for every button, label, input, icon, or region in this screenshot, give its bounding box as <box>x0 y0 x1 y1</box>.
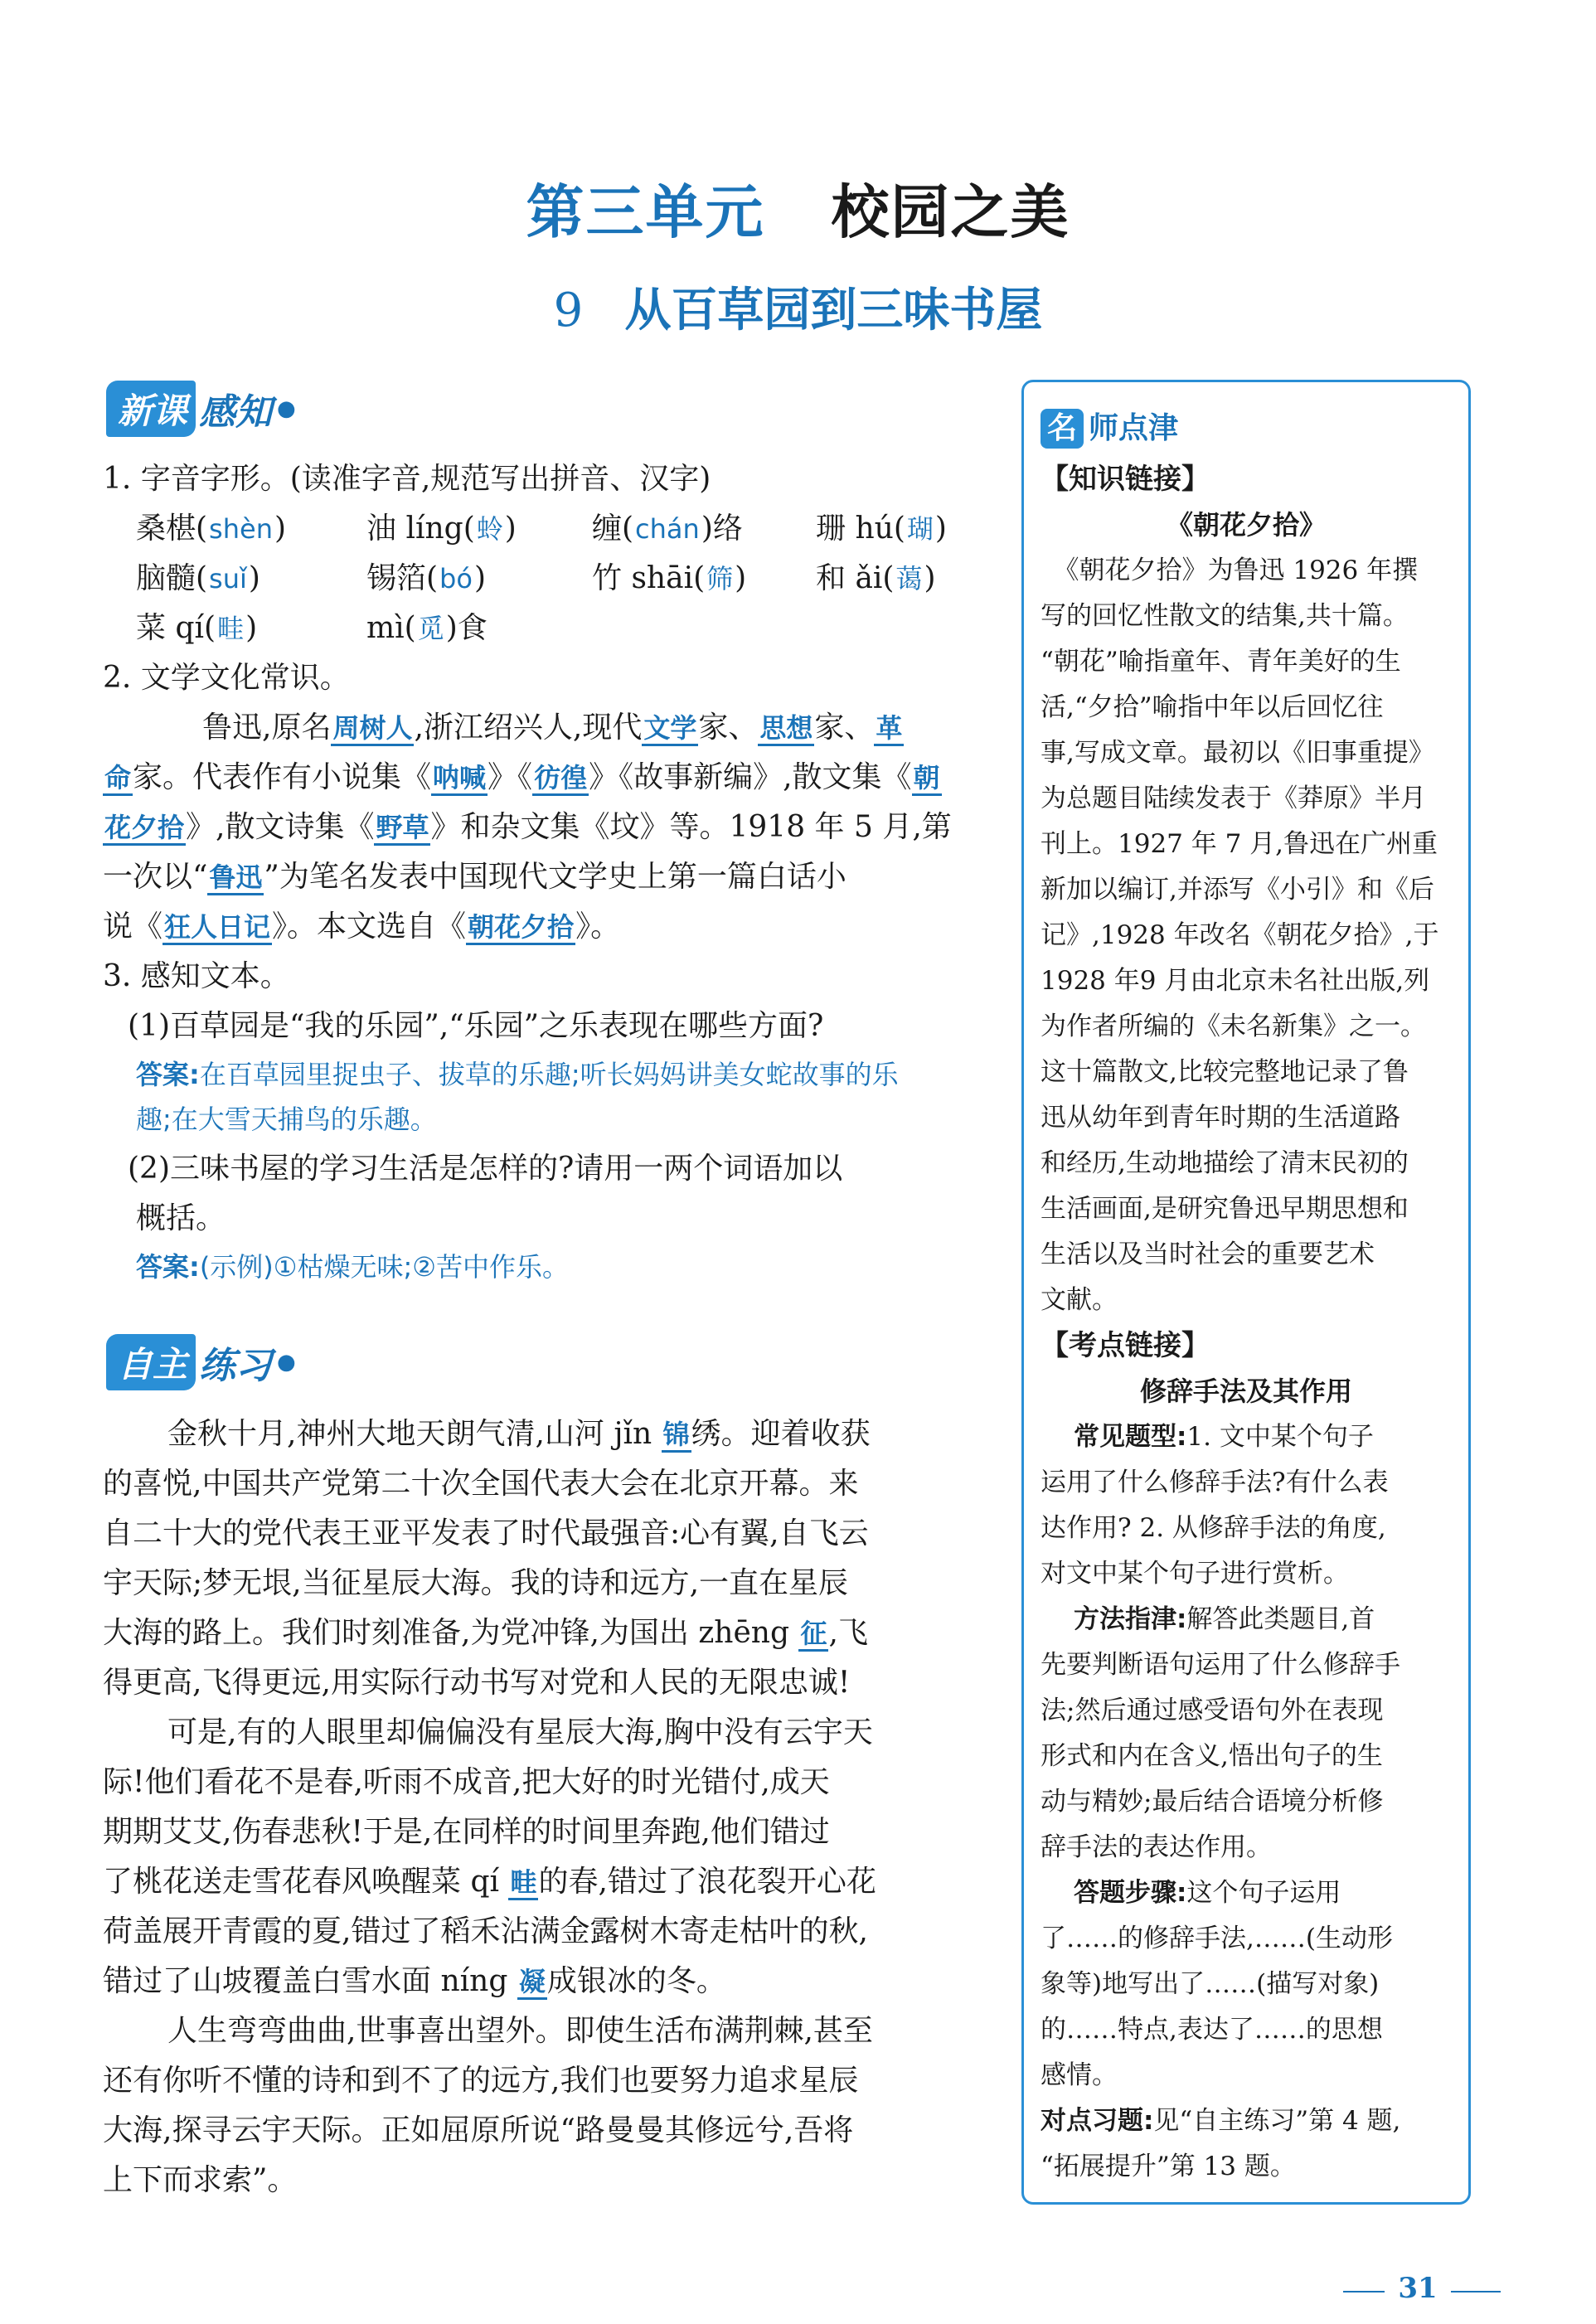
knowledge-text <box>1041 548 1452 1323</box>
knowledge-line: 迅从幼年到青年时期的生活道路 <box>1041 1103 1400 1133</box>
knowledge-line: “朝花”喻指童年、青年美好的生 <box>1041 647 1401 677</box>
sblock-line: 的……特点,表达了……的思想 <box>1041 2015 1383 2045</box>
exam-link-heading: 【考点链接】 <box>1041 1329 1210 1362</box>
unit-name: 校园之美 <box>831 177 1070 246</box>
q3-answer1-line2: 趣;在大雪天捕鸟的乐趣。 <box>136 1104 437 1135</box>
p2-line2: 际!他们看花不是春,听雨不成音,把大好的时光错付,成天 <box>103 1765 830 1799</box>
q2-line5: 说《狂人日记》。本文选自《朝花夕拾》。 <box>103 910 621 944</box>
page-number: 31 <box>1398 2272 1438 2305</box>
p1-line1: 金秋十月,神州大地天朗气清,山河 jǐn 锦绣。迎着收获 <box>167 1417 871 1451</box>
method-guide <box>1041 1597 1452 1870</box>
p1-line5: 大海的路上。我们时刻准备,为党冲锋,为国出 zhēng 征,飞 <box>103 1616 868 1650</box>
p1-line4: 宇天际;梦无垠,当征星辰大海。我的诗和远方,一直在星辰 <box>103 1566 849 1600</box>
q2-line4: 一次以“鲁迅”为笔名发表中国现代文学史上第一篇白话小 <box>103 860 847 894</box>
p1-line2: 的喜悦,中国共产党第二十次全国代表大会在北京开幕。来 <box>103 1467 859 1501</box>
practice-ref <box>1041 2098 1452 2190</box>
sblock-line: 了……的修辞手法,……(生动形 <box>1041 1924 1393 1953</box>
q3-answer1-line1: 答案:在百草园里捉虫子、拔草的乐趣;听长妈妈讲美女蛇故事的乐 <box>136 1059 899 1090</box>
book-title: 《朝花夕拾》 <box>1166 509 1326 541</box>
p2-line6: 错过了山坡覆盖白雪水面 níng 凝成银冰的冬。 <box>103 1964 726 1998</box>
q3-sub1: (1)百草园是“我的乐园”,“乐园”之乐表现在哪些方面? <box>128 1009 824 1043</box>
knowledge-line: 为作者所编的《未名新集》之一。 <box>1041 1012 1426 1041</box>
pblock-label: 对点习题: <box>1041 2106 1154 2136</box>
pinyin-item: mì(觅)食 <box>366 611 488 645</box>
section-badge-zizhu: 自主 练习 ● <box>106 1337 296 1388</box>
p3-line4: 上下而求索”。 <box>103 2163 298 2197</box>
dots-decoration: ● <box>277 396 296 421</box>
lesson-number: 9 <box>553 284 584 337</box>
p3-line1: 人生弯弯曲曲,世事喜出望外。即使生活布满荆棘,甚至 <box>167 2014 873 2048</box>
page-line-right <box>1451 2291 1501 2292</box>
cblock-line: 对文中某个句子进行赏析。 <box>1041 1559 1349 1589</box>
q3-answer2: 答案:(示例)①枯燥无味;②苦中作乐。 <box>136 1251 569 1283</box>
knowledge-line: 新加以编订,并添写《小引》和《后 <box>1041 875 1434 905</box>
topic-title: 修辞手法及其作用 <box>1139 1375 1352 1407</box>
q2-line1: 鲁迅,原名周树人,浙江绍兴人,现代文学家、思想家、革 <box>202 711 903 745</box>
sidebar-heading: 名 师点津 <box>1041 405 1452 457</box>
q2-line3: 花夕拾》,散文诗集《野草》和杂文集《坟》等。1918 年 5 月,第 <box>104 810 952 844</box>
pinyin-item: 油 líng(蛉) <box>366 512 517 546</box>
cblock-line: 达作用? 2. 从修辞手法的角度, <box>1041 1513 1386 1543</box>
knowledge-line: 《朝花夕拾》为鲁迅 1926 年撰 <box>1053 556 1419 585</box>
knowledge-line: 事,写成文章。最初以《旧事重提》 <box>1041 738 1434 768</box>
p2-line3: 期期艾艾,伤春悲秋!于是,在同样的时间里奔跑,他们错过 <box>103 1815 830 1849</box>
p2-line4: 了桃花送走雪花春风唤醒菜 qí 畦的春,错过了浪花裂开心花 <box>103 1865 876 1899</box>
p1-line6: 得更高,飞得更远,用实际行动书写对党和人民的无限忠诚! <box>103 1666 851 1700</box>
knowledge-line: 刊上。1927 年 7 月,鲁迅在广州重 <box>1041 829 1438 859</box>
pinyin-item: 锡箔(bó) <box>366 561 486 595</box>
q2-line2: 命家。代表作有小说集《呐喊》《彷徨》《故事新编》,散文集《朝 <box>104 760 940 794</box>
cblock-line: 运用了什么修辞手法?有什么表 <box>1041 1468 1389 1497</box>
knowledge-line: 为总题目陆续发表于《莽原》半月 <box>1041 784 1426 813</box>
knowledge-line: 文献。 <box>1041 1285 1118 1315</box>
knowledge-line: 1928 年9 月由北京未名社出版,列 <box>1041 966 1430 996</box>
mblock-line: 形式和内在含义,悟出句子的生 <box>1041 1741 1383 1771</box>
knowledge-line: 写的回忆性散文的结集,共十篇。 <box>1041 601 1409 631</box>
knowledge-line: 这十篇散文,比较完整地记录了鲁 <box>1041 1057 1409 1087</box>
lesson-title <box>0 274 1596 340</box>
pinyin-item: 珊 hú(瑚) <box>816 512 947 546</box>
lesson-name: 从百草园到三味书屋 <box>624 284 1043 337</box>
section-badge-xinke: 新课 感知 ● <box>106 383 296 434</box>
pinyin-item: 和 ǎi(蔼) <box>816 561 936 595</box>
sblock-line: 答题步骤:这个句子运用 <box>1074 1878 1341 1908</box>
knowledge-link-heading: 【知识链接】 <box>1041 463 1210 496</box>
p3-line2: 还有你听不懂的诗和到不了的远方,我们也要努力追求星辰 <box>103 2064 859 2098</box>
pblock-line: 对点习题:见“自主练习”第 4 题, <box>1041 2106 1401 2136</box>
q1-label: 1. 字音字形。(读准字音,规范写出拼音、汉字) <box>103 462 711 496</box>
unit-label: 第三单元 <box>526 177 765 246</box>
ming-badge: 名 <box>1041 409 1084 449</box>
q2-label: 2. 文学文化常识。 <box>103 661 350 695</box>
mblock-line: 动与精妙;最后结合语境分析修 <box>1041 1787 1384 1817</box>
p1-line3: 自二十大的党代表王亚平发表了时代最强音:心有翼,自飞云 <box>103 1516 869 1550</box>
knowledge-line: 生活以及当时社会的重要艺术 <box>1041 1240 1375 1269</box>
knowledge-line: 生活画面,是研究鲁迅早期思想和 <box>1041 1194 1409 1224</box>
teacher-tips-sidebar <box>1021 380 1471 2205</box>
common-question-types <box>1041 1414 1452 1597</box>
q3-sub2-line2: 概括。 <box>136 1201 226 1235</box>
dots-decoration: ● <box>277 1350 296 1375</box>
sblock-line: 象等)地写出了……(描写对象) <box>1041 1969 1380 1999</box>
mblock-line: 法;然后通过感受语句外在表现 <box>1041 1696 1384 1725</box>
unit-title <box>0 166 1596 250</box>
pinyin-item: 缠(chán)络 <box>592 512 743 546</box>
sblock-line: 感情。 <box>1041 2060 1118 2090</box>
section1-body <box>103 454 990 1333</box>
q3-sub2-line1: (2)三味书屋的学习生活是怎样的?请用一两个词语加以 <box>128 1152 843 1186</box>
pinyin-item: 菜 qí(畦) <box>136 611 258 645</box>
q3-label: 3. 感知文本。 <box>103 959 290 993</box>
p2-line1: 可是,有的人眼里却偏偏没有星辰大海,胸中没有云宇天 <box>167 1715 873 1749</box>
p3-line3: 大海,探寻云宇天际。正如屈原所说“路曼曼其修远兮,吾将 <box>103 2113 854 2147</box>
knowledge-line: 和经历,生动地描绘了清末民初的 <box>1041 1148 1409 1178</box>
p2-line5: 荷盖展开青霞的夏,错过了稻禾沾满金露树木寄走枯叶的秋, <box>103 1914 868 1948</box>
answer-steps <box>1041 1870 1452 2098</box>
pinyin-item: 竹 shāi(筛) <box>592 561 747 595</box>
knowledge-line: 活,“夕拾”喻指中年以后回忆往 <box>1041 692 1384 722</box>
passage <box>103 1409 990 2239</box>
pblock-line: “拓展提升”第 13 题。 <box>1041 2152 1296 2181</box>
cblock-line: 常见题型:1. 文中某个句子 <box>1074 1422 1374 1452</box>
mblock-line: 先要判断语句运用了什么修辞手 <box>1041 1650 1400 1680</box>
mblock-line: 方法指津:解答此类题目,首 <box>1074 1604 1375 1634</box>
sblock-label: 答题步骤: <box>1074 1878 1187 1908</box>
cblock-label: 常见题型: <box>1074 1422 1187 1452</box>
pinyin-item: 脑髓(suǐ) <box>136 561 260 595</box>
pinyin-item: 桑椹(shèn) <box>136 512 287 546</box>
mblock-label: 方法指津: <box>1074 1604 1187 1634</box>
mblock-line: 辞手法的表达作用。 <box>1041 1832 1272 1862</box>
knowledge-line: 记》,1928 年改名《朝花夕拾》,于 <box>1041 920 1439 950</box>
